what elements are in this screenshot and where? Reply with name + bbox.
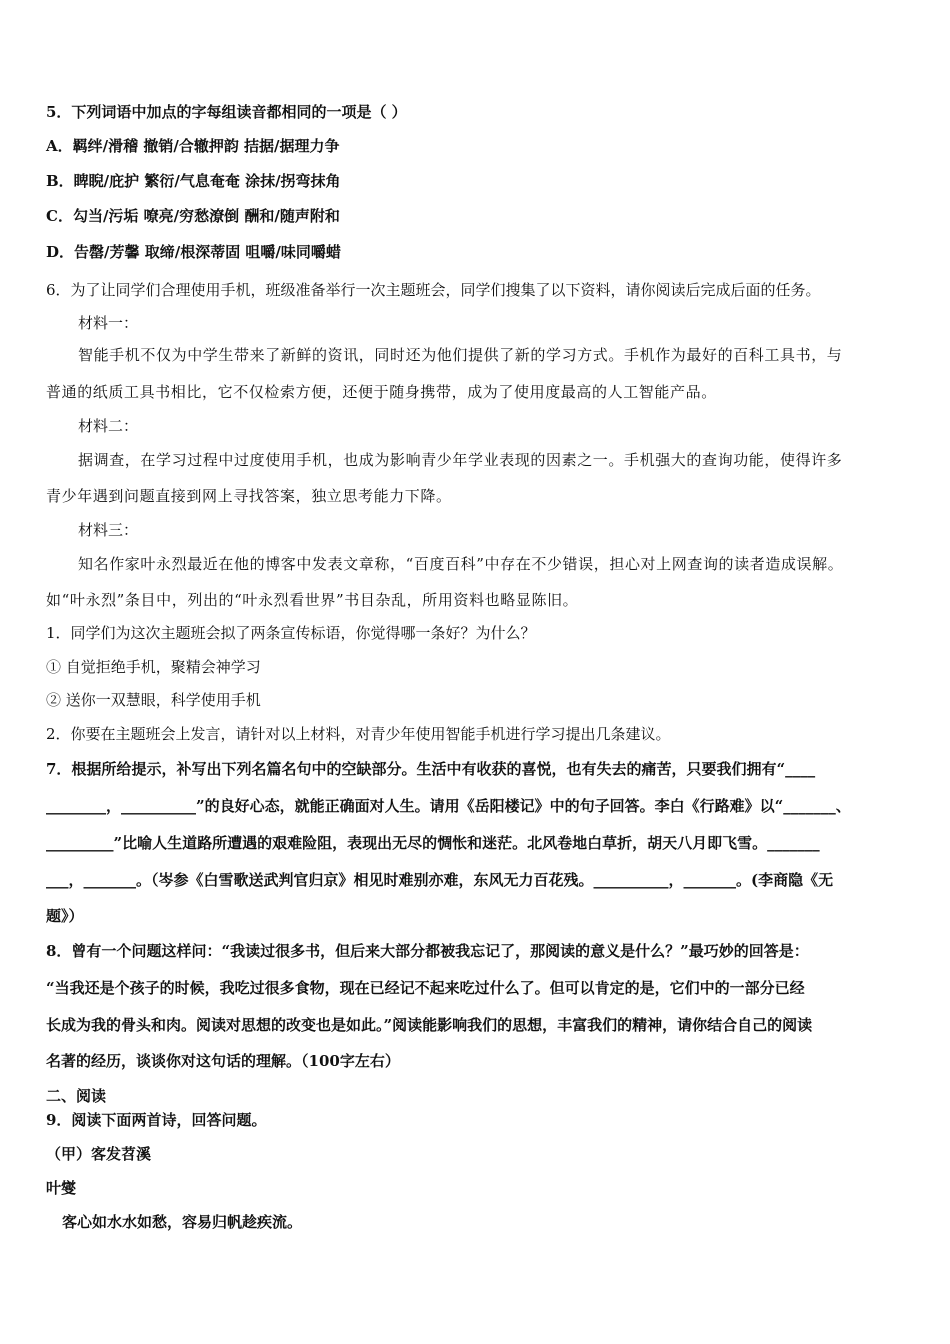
q6-material1-title: 材料一： <box>78 314 139 332</box>
q6-slogan2: ② 送你一双慧眼，科学使用手机 <box>46 691 261 709</box>
q5-stem: 5．下列词语中加点的字每组读音都相同的一项是（ ） <box>46 103 407 121</box>
q6-material2-line2: 青少年遇到问题直接到网上寻找答案，独立思考能力下降。 <box>46 487 452 505</box>
q5-option-d: D．告罄/芳馨 取缔/根深蒂固 咀嚼/味同嚼蜡 <box>46 243 341 261</box>
q8-line2: “当我还是个孩子的时候，我吃过很多食物，现在已经记不起来吃过什么了。但可以肯定的是，它们中的一部分已经 <box>46 979 805 997</box>
q7-line1: 7．根据所给提示，补写出下列名篇名句中的空缺部分。生活中有收获的喜悦，也有失去的痛苦，只要我们拥有“____ <box>46 760 816 778</box>
q8-line1: 8．曾有一个问题这样问：“我读过很多书，但后来大部分都被我忘记了，那阅读的意义是什么？”最巧妙的回答是： <box>46 942 809 960</box>
q6-material3-line2: 如“叶永烈”条目中，列出的“叶永烈看世界”书目杂乱，所用资料也略显陈旧。 <box>46 591 579 609</box>
q6-material1-line2: 普通的纸质工具书相比，它不仅检索方便，还便于随身携带，成为了使用度最高的人工智能产品。 <box>46 383 717 401</box>
q6-task1: 1．同学们为这次主题班会拟了两条宣传标语，你觉得哪一条好？为什么？ <box>46 624 536 642</box>
q7-line2: ________，__________”的良好心态，就能正确面对人生。请用《岳阳楼记》中的句子回答。李白《行路难》以“_______、 <box>46 797 851 815</box>
q6-task2: 2．你要在主题班会上发言，请针对以上材料，对青少年使用智能手机进行学习提出几条建议。 <box>46 725 671 743</box>
q6-material3-line1: 知名作家叶永烈最近在他的博客中发表文章称，“百度百科”中存在不少错误，担心对上网查询的读者造成误解。 <box>78 555 844 573</box>
q9-poem-line1: 客心如水水如愁，容易归帆趁疾流。 <box>62 1213 303 1231</box>
q6-material3-title: 材料三： <box>78 521 139 539</box>
q8-line3: 长成为我的骨头和肉。阅读对思想的改变也是如此。”阅读能影响我们的思想，丰富我们的精神，请你结合自己的阅读 <box>46 1016 813 1034</box>
q6-stem: 6．为了让同学们合理使用手机，班级准备举行一次主题班会，同学们搜集了以下资料，请你阅读后完成后面的任务。 <box>46 281 821 299</box>
q7-line3: _________”比喻人生道路所遭遇的艰难险阻，表现出无尽的惆怅和迷茫。北风卷地白草折，胡天八月即飞雪。_______ <box>46 834 820 852</box>
q5-option-a: A．羁绊/滑稽 撤销/合辙押韵 拮据/据理力争 <box>46 137 340 155</box>
q5-option-b: B．睥睨/庇护 繁衍/气息奄奄 涂抹/拐弯抹角 <box>46 172 341 190</box>
q9-stem: 9．阅读下面两首诗，回答问题。 <box>46 1111 267 1129</box>
q9-poem-author: 叶燮 <box>46 1179 77 1197</box>
q7-line5: 题》） <box>46 907 84 925</box>
q6-material2-title: 材料二： <box>78 417 139 435</box>
q6-material2-line1: 据调查，在学习过程中过度使用手机，也成为影响青少年学业表现的因素之一。手机强大的查询功能，使得许多 <box>78 451 843 469</box>
q6-material1-line1: 智能手机不仅为中学生带来了新鲜的资讯，同时还为他们提供了新的学习方式。手机作为最好的百科工具书，与 <box>78 346 843 364</box>
section-reading-heading: 二、阅读 <box>46 1087 107 1105</box>
q9-poem-title: （甲）客发苕溪 <box>46 1145 152 1163</box>
q8-line4: 名著的经历，谈谈你对这句话的理解。（100字左右） <box>46 1052 400 1070</box>
q6-slogan1: ① 自觉拒绝手机，聚精会神学习 <box>46 658 261 676</box>
q5-option-c: C．勾当/污垢 嘹亮/穷愁潦倒 酬和/随声附和 <box>46 207 340 225</box>
q7-line4: ___，_______。（岑参《白雪歌送武判官归京》相见时难别亦难，东风无力百花残。__________，_______。(李商隐《无 <box>46 871 834 889</box>
